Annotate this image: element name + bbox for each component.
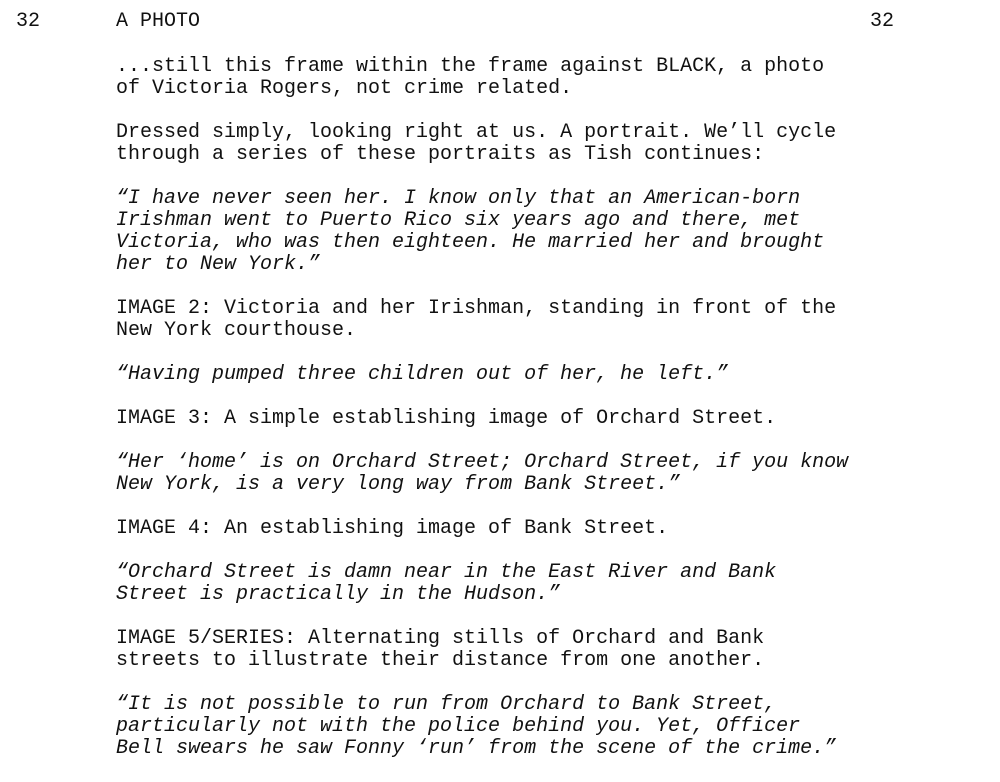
dialogue-paragraph: “Having pumped three children out of her, he left.” bbox=[116, 363, 729, 386]
dialogue-paragraph: “Her ‘home’ is on Orchard Street; Orchard Street, if you know New York, is a very long way from Bank Street.” bbox=[116, 451, 849, 496]
dialogue-paragraph: “I have never seen her. I know only that an American-born Irishman went to Puerto Rico six years ago and there, met Victoria, who was then eighteen. He married her and brought her to New York.” bbox=[116, 187, 825, 276]
action-paragraph: ...still this frame within the frame against BLACK, a photo of Victoria Rogers, not crime related. bbox=[116, 55, 825, 100]
action-paragraph: Dressed simply, looking right at us. A portrait. We’ll cycle through a series of these portraits as Tish continues: bbox=[116, 121, 837, 166]
scene-number-left: 32 bbox=[16, 10, 41, 33]
script-body bbox=[116, 56, 976, 782]
action-paragraph: IMAGE 3: A simple establishing image of Orchard Street. bbox=[116, 407, 777, 430]
scene-number-right: 32 bbox=[870, 10, 895, 33]
action-paragraph: IMAGE 4: An establishing image of Bank Street. bbox=[116, 517, 669, 540]
dialogue-paragraph: “Orchard Street is damn near in the East River and Bank Street is practically in the Hudson.” bbox=[116, 561, 777, 606]
scene-heading: A PHOTO bbox=[116, 10, 201, 33]
action-paragraph: IMAGE 2: Victoria and her Irishman, standing in front of the New York courthouse. bbox=[116, 297, 837, 342]
action-paragraph: IMAGE 5/SERIES: Alternating stills of Orchard and Bank streets to illustrate their distance from one another. bbox=[116, 627, 765, 672]
dialogue-paragraph: “It is not possible to run from Orchard to Bank Street, particularly not with the police behind you. Yet, Officer Bell swears he saw Fonny ‘run’ from the scene of the crime.” bbox=[116, 693, 837, 760]
